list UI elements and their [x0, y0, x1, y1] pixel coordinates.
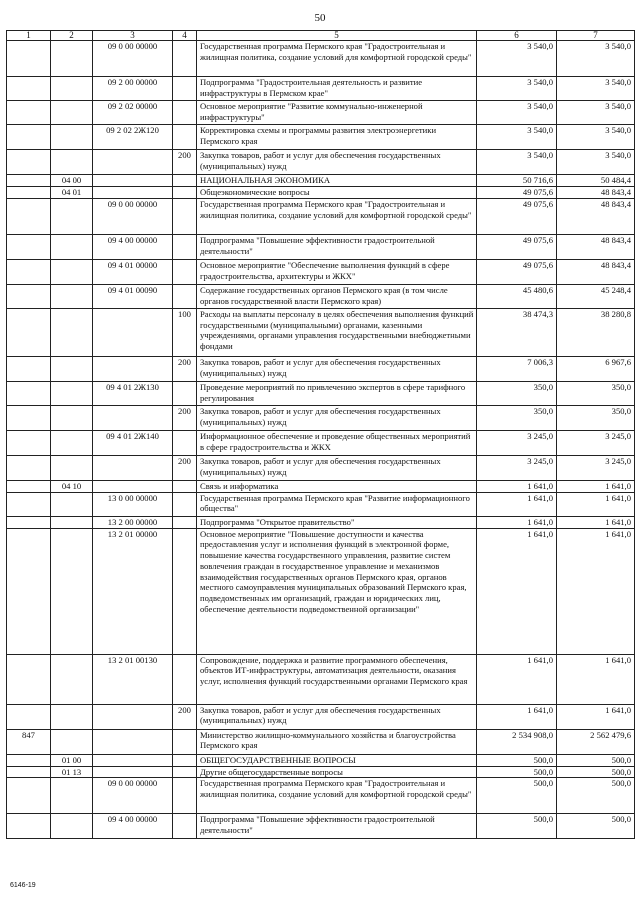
amount-year1-cell: 49 075,6 — [477, 199, 557, 235]
section-code-cell — [51, 41, 93, 77]
amount-year2-cell: 38 280,8 — [557, 309, 635, 357]
table-row — [7, 654, 635, 704]
section-code-cell — [51, 199, 93, 235]
amount-year2-cell: 3 245,0 — [557, 431, 635, 456]
target-article-cell: 13 2 01 00000 — [93, 528, 173, 654]
amount-year2-cell: 350,0 — [557, 382, 635, 406]
department-code-cell — [7, 814, 51, 839]
target-article-cell: 09 4 01 2Ж140 — [93, 431, 173, 456]
expense-type-cell — [173, 766, 197, 778]
expense-type-cell — [173, 481, 197, 493]
description-cell: Другие общегосударственные вопросы — [197, 766, 477, 778]
target-article-cell: 09 2 02 2Ж120 — [93, 125, 173, 150]
amount-year2-cell: 48 843,4 — [557, 187, 635, 199]
table-row — [7, 704, 635, 729]
target-article-cell: 09 4 01 2Ж130 — [93, 382, 173, 406]
table-row — [7, 729, 635, 754]
section-code-cell — [51, 456, 93, 481]
expense-type-cell — [173, 516, 197, 528]
amount-year2-cell: 3 540,0 — [557, 77, 635, 101]
amount-year1-cell: 49 075,6 — [477, 235, 557, 260]
section-code-cell — [51, 528, 93, 654]
header-col-4: 4 — [173, 31, 197, 41]
target-article-cell: 09 4 00 00000 — [93, 814, 173, 839]
table-body — [7, 41, 635, 839]
table-row — [7, 516, 635, 528]
department-code-cell — [7, 41, 51, 77]
expense-type-cell — [173, 101, 197, 125]
description-cell: Министерство жилищно-коммунального хозяйства и благоустройства Пермского края — [197, 729, 477, 754]
department-code-cell — [7, 766, 51, 778]
target-article-cell: 09 2 02 00000 — [93, 101, 173, 125]
amount-year2-cell: 1 641,0 — [557, 704, 635, 729]
amount-year1-cell: 3 245,0 — [477, 431, 557, 456]
table-row — [7, 382, 635, 406]
description-cell: ОБЩЕГОСУДАРСТВЕННЫЕ ВОПРОСЫ — [197, 754, 477, 766]
section-code-cell: 04 00 — [51, 175, 93, 187]
expense-type-cell — [173, 199, 197, 235]
table-row — [7, 41, 635, 77]
department-code-cell — [7, 309, 51, 357]
amount-year2-cell: 500,0 — [557, 778, 635, 814]
description-cell: Подпрограмма "Градостроительная деятельность и развитие инфраструктуры в Пермском крае" — [197, 77, 477, 101]
amount-year1-cell: 500,0 — [477, 778, 557, 814]
department-code-cell — [7, 778, 51, 814]
amount-year1-cell: 3 540,0 — [477, 125, 557, 150]
target-article-cell: 09 4 01 00090 — [93, 285, 173, 309]
amount-year2-cell: 3 540,0 — [557, 41, 635, 77]
expense-type-cell: 200 — [173, 456, 197, 481]
amount-year2-cell: 6 967,6 — [557, 357, 635, 382]
amount-year2-cell: 48 843,4 — [557, 199, 635, 235]
amount-year1-cell: 500,0 — [477, 814, 557, 839]
target-article-cell — [93, 406, 173, 431]
expense-type-cell — [173, 235, 197, 260]
section-code-cell — [51, 101, 93, 125]
department-code-cell — [7, 150, 51, 175]
amount-year1-cell: 1 641,0 — [477, 528, 557, 654]
header-col-6: 6 — [477, 31, 557, 41]
expense-type-cell — [173, 492, 197, 516]
amount-year1-cell: 1 641,0 — [477, 704, 557, 729]
description-cell: Государственная программа Пермского края "Градостроительная и жилищная политика, создание условий для комфортной городской среды" — [197, 41, 477, 77]
section-code-cell — [51, 285, 93, 309]
department-code-cell — [7, 260, 51, 285]
table-row — [7, 754, 635, 766]
target-article-cell — [93, 187, 173, 199]
department-code-cell — [7, 492, 51, 516]
section-code-cell — [51, 406, 93, 431]
target-article-cell: 09 0 00 00000 — [93, 778, 173, 814]
description-cell: Связь и информатика — [197, 481, 477, 493]
expense-type-cell — [173, 125, 197, 150]
target-article-cell — [93, 766, 173, 778]
department-code-cell — [7, 187, 51, 199]
amount-year2-cell: 48 843,4 — [557, 235, 635, 260]
department-code-cell — [7, 357, 51, 382]
target-article-cell — [93, 704, 173, 729]
section-code-cell — [51, 357, 93, 382]
amount-year1-cell: 1 641,0 — [477, 516, 557, 528]
department-code-cell: 847 — [7, 729, 51, 754]
expense-type-cell: 200 — [173, 704, 197, 729]
amount-year1-cell: 49 075,6 — [477, 260, 557, 285]
section-code-cell — [51, 516, 93, 528]
description-cell: Проведение мероприятий по привлечению экспертов в сфере тарифного регулирования — [197, 382, 477, 406]
target-article-cell: 09 4 00 00000 — [93, 235, 173, 260]
department-code-cell — [7, 704, 51, 729]
amount-year2-cell: 500,0 — [557, 754, 635, 766]
department-code-cell — [7, 516, 51, 528]
amount-year2-cell: 500,0 — [557, 766, 635, 778]
expense-type-cell — [173, 654, 197, 704]
table-row — [7, 235, 635, 260]
section-code-cell — [51, 125, 93, 150]
description-cell: Корректировка схемы и программы развития электроэнергетики Пермского края — [197, 125, 477, 150]
description-cell: НАЦИОНАЛЬНАЯ ЭКОНОМИКА — [197, 175, 477, 187]
section-code-cell — [51, 778, 93, 814]
target-article-cell — [93, 309, 173, 357]
section-code-cell — [51, 150, 93, 175]
header-col-1: 1 — [7, 31, 51, 41]
amount-year1-cell: 500,0 — [477, 754, 557, 766]
target-article-cell — [93, 481, 173, 493]
expense-type-cell — [173, 285, 197, 309]
description-cell: Закупка товаров, работ и услуг для обеспечения государственных (муниципальных) нужд — [197, 704, 477, 729]
amount-year1-cell: 38 474,3 — [477, 309, 557, 357]
amount-year1-cell: 3 540,0 — [477, 150, 557, 175]
department-code-cell — [7, 528, 51, 654]
amount-year1-cell: 49 075,6 — [477, 187, 557, 199]
expense-type-cell — [173, 187, 197, 199]
department-code-cell — [7, 382, 51, 406]
expense-type-cell — [173, 814, 197, 839]
amount-year1-cell: 50 716,6 — [477, 175, 557, 187]
amount-year2-cell: 50 484,4 — [557, 175, 635, 187]
amount-year2-cell: 1 641,0 — [557, 654, 635, 704]
amount-year2-cell: 3 245,0 — [557, 456, 635, 481]
table-row — [7, 175, 635, 187]
section-code-cell — [51, 382, 93, 406]
expense-type-cell: 200 — [173, 406, 197, 431]
expense-type-cell — [173, 175, 197, 187]
description-cell: Государственная программа Пермского края "Градостроительная и жилищная политика, создание условий для комфортной городской среды" — [197, 778, 477, 814]
description-cell: Подпрограмма "Повышение эффективности градостроительной деятельности" — [197, 814, 477, 839]
table-row — [7, 125, 635, 150]
section-code-cell — [51, 235, 93, 260]
department-code-cell — [7, 456, 51, 481]
table-row — [7, 101, 635, 125]
target-article-cell: 09 0 00 00000 — [93, 41, 173, 77]
amount-year2-cell: 350,0 — [557, 406, 635, 431]
description-cell: Расходы на выплаты персоналу в целях обеспечения выполнения функций государственными (муниципальными) органами, казенными учреждениями, органами управления государственными внебюджетными фондами — [197, 309, 477, 357]
target-article-cell — [93, 357, 173, 382]
description-cell: Закупка товаров, работ и услуг для обеспечения государственных (муниципальных) нужд — [197, 150, 477, 175]
expense-type-cell — [173, 260, 197, 285]
amount-year1-cell: 3 540,0 — [477, 77, 557, 101]
table-row — [7, 77, 635, 101]
target-article-cell: 09 2 00 00000 — [93, 77, 173, 101]
amount-year1-cell: 7 006,3 — [477, 357, 557, 382]
description-cell: Основное мероприятие "Повышение доступности и качества предоставления услуг и исполнения функций в электронной форме, повышение качества государственного управления, развитие систем вовлечения граждан в государственное управление и механизмов взаимодействия государственных органов Пермского края, органов местного самоуправления муниципальных образований Пермского края, подведомственных им организаций, граждан и юридических лиц, обеспечение деятельности подведомственной организации" — [197, 528, 477, 654]
description-cell: Закупка товаров, работ и услуг для обеспечения государственных (муниципальных) нужд — [197, 357, 477, 382]
table-row — [7, 285, 635, 309]
target-article-cell — [93, 456, 173, 481]
footer-code: 6146-19 — [10, 882, 36, 889]
amount-year1-cell: 3 245,0 — [477, 456, 557, 481]
amount-year2-cell: 1 641,0 — [557, 481, 635, 493]
section-code-cell: 01 00 — [51, 754, 93, 766]
description-cell: Государственная программа Пермского края "Градостроительная и жилищная политика, создание условий для комфортной городской среды" — [197, 199, 477, 235]
amount-year2-cell: 500,0 — [557, 814, 635, 839]
table-row — [7, 481, 635, 493]
description-cell: Основное мероприятие "Развитие коммунально-инженерной инфраструктуры" — [197, 101, 477, 125]
description-cell: Подпрограмма "Повышение эффективности градостроительной деятельности" — [197, 235, 477, 260]
table-row — [7, 260, 635, 285]
page-number: 50 — [314, 12, 326, 24]
amount-year1-cell: 45 480,6 — [477, 285, 557, 309]
department-code-cell — [7, 101, 51, 125]
amount-year2-cell: 1 641,0 — [557, 528, 635, 654]
department-code-cell — [7, 754, 51, 766]
header-col-2: 2 — [51, 31, 93, 41]
amount-year1-cell: 1 641,0 — [477, 492, 557, 516]
section-code-cell — [51, 814, 93, 839]
expense-type-cell — [173, 77, 197, 101]
amount-year1-cell: 1 641,0 — [477, 654, 557, 704]
amount-year2-cell: 3 540,0 — [557, 101, 635, 125]
table-row — [7, 778, 635, 814]
table-row — [7, 431, 635, 456]
department-code-cell — [7, 654, 51, 704]
table-row — [7, 187, 635, 199]
header-col-3: 3 — [93, 31, 173, 41]
section-code-cell: 04 01 — [51, 187, 93, 199]
table-row — [7, 456, 635, 481]
description-cell: Информационное обеспечение и проведение общественных мероприятий в сфере градостроительства и ЖКХ — [197, 431, 477, 456]
target-article-cell — [93, 150, 173, 175]
department-code-cell — [7, 199, 51, 235]
amount-year1-cell: 2 534 908,0 — [477, 729, 557, 754]
expense-type-cell — [173, 729, 197, 754]
expense-type-cell: 100 — [173, 309, 197, 357]
description-cell: Государственная программа Пермского края "Развитие информационного общества" — [197, 492, 477, 516]
description-cell: Подпрограмма "Открытое правительство" — [197, 516, 477, 528]
table-row — [7, 150, 635, 175]
amount-year1-cell: 3 540,0 — [477, 41, 557, 77]
department-code-cell — [7, 406, 51, 431]
expense-type-cell — [173, 41, 197, 77]
table-row — [7, 357, 635, 382]
amount-year1-cell: 500,0 — [477, 766, 557, 778]
expense-type-cell: 200 — [173, 150, 197, 175]
section-code-cell — [51, 309, 93, 357]
table-row — [7, 199, 635, 235]
section-code-cell — [51, 431, 93, 456]
amount-year2-cell: 3 540,0 — [557, 150, 635, 175]
section-code-cell — [51, 704, 93, 729]
department-code-cell — [7, 175, 51, 187]
section-code-cell — [51, 77, 93, 101]
department-code-cell — [7, 431, 51, 456]
department-code-cell — [7, 285, 51, 309]
table-row — [7, 528, 635, 654]
target-article-cell — [93, 754, 173, 766]
expense-type-cell — [173, 778, 197, 814]
amount-year2-cell: 2 562 479,6 — [557, 729, 635, 754]
section-code-cell — [51, 492, 93, 516]
description-cell: Общеэкономические вопросы — [197, 187, 477, 199]
department-code-cell — [7, 77, 51, 101]
amount-year2-cell: 48 843,4 — [557, 260, 635, 285]
section-code-cell — [51, 654, 93, 704]
department-code-cell — [7, 481, 51, 493]
target-article-cell: 09 0 00 00000 — [93, 199, 173, 235]
amount-year1-cell: 350,0 — [477, 382, 557, 406]
section-code-cell — [51, 729, 93, 754]
expense-type-cell — [173, 382, 197, 406]
department-code-cell — [7, 125, 51, 150]
table-row — [7, 406, 635, 431]
department-code-cell — [7, 235, 51, 260]
header-row — [7, 31, 635, 41]
amount-year2-cell: 1 641,0 — [557, 516, 635, 528]
amount-year1-cell: 350,0 — [477, 406, 557, 431]
section-code-cell: 01 13 — [51, 766, 93, 778]
expense-type-cell — [173, 431, 197, 456]
amount-year2-cell: 45 248,4 — [557, 285, 635, 309]
table-row — [7, 309, 635, 357]
target-article-cell: 13 2 00 00000 — [93, 516, 173, 528]
expense-type-cell — [173, 754, 197, 766]
amount-year2-cell: 3 540,0 — [557, 125, 635, 150]
header-col-5: 5 — [197, 31, 477, 41]
description-cell: Основное мероприятие "Обеспечение выполнения функций в сфере градостроительства, архитектуры и ЖКХ" — [197, 260, 477, 285]
target-article-cell: 09 4 01 00000 — [93, 260, 173, 285]
target-article-cell: 13 0 00 00000 — [93, 492, 173, 516]
target-article-cell — [93, 729, 173, 754]
header-col-7: 7 — [557, 31, 635, 41]
table-row — [7, 492, 635, 516]
description-cell: Закупка товаров, работ и услуг для обеспечения государственных (муниципальных) нужд — [197, 456, 477, 481]
section-code-cell: 04 10 — [51, 481, 93, 493]
target-article-cell — [93, 175, 173, 187]
budget-table — [6, 30, 635, 839]
expense-type-cell: 200 — [173, 357, 197, 382]
table-row — [7, 766, 635, 778]
amount-year1-cell: 1 641,0 — [477, 481, 557, 493]
table-row — [7, 814, 635, 839]
amount-year2-cell: 1 641,0 — [557, 492, 635, 516]
budget-table-container — [6, 30, 634, 839]
description-cell: Сопровождение, поддержка и развитие программного обеспечения, объектов ИТ-инфраструктуры, автоматизация деятельности, оказания услуг, исполнения функций государственными органами Пермского края — [197, 654, 477, 704]
description-cell: Закупка товаров, работ и услуг для обеспечения государственных (муниципальных) нужд — [197, 406, 477, 431]
amount-year1-cell: 3 540,0 — [477, 101, 557, 125]
expense-type-cell — [173, 528, 197, 654]
description-cell: Содержание государственных органов Пермского края (в том числе органов государственной власти Пермского края) — [197, 285, 477, 309]
section-code-cell — [51, 260, 93, 285]
target-article-cell: 13 2 01 00130 — [93, 654, 173, 704]
